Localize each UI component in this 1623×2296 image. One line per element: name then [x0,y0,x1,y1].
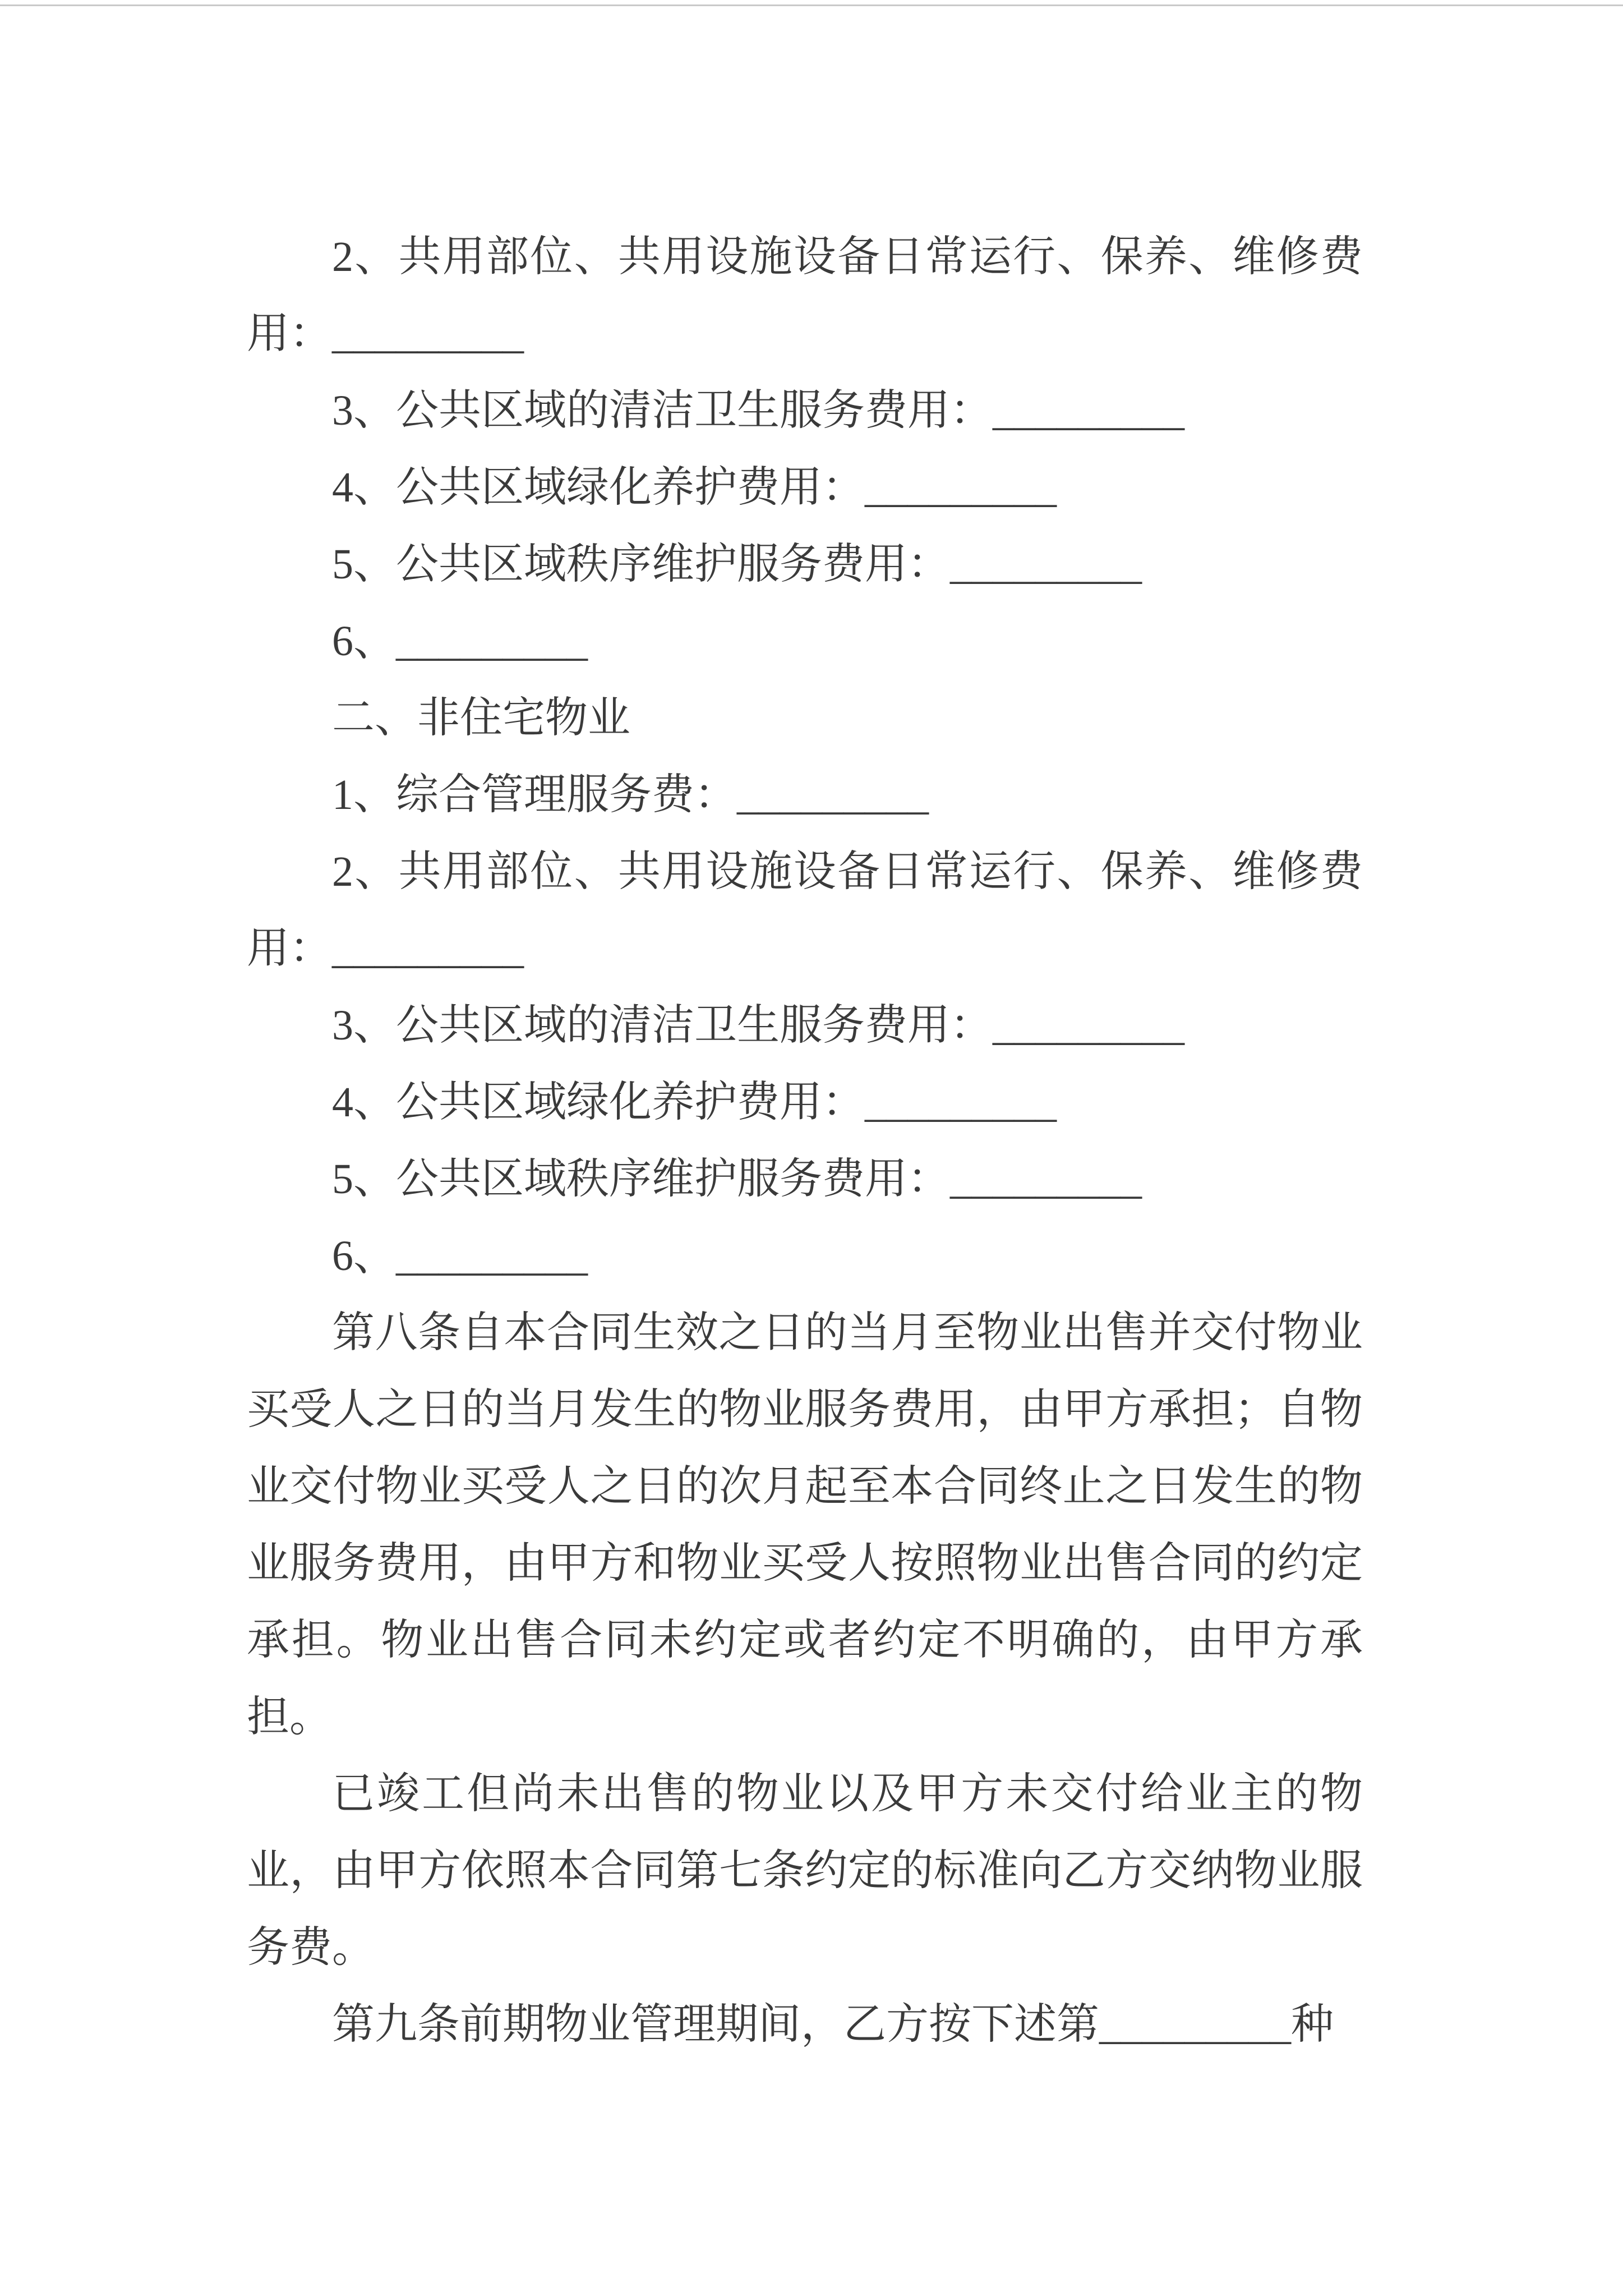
item-3-nonresidential-cleaning-fee: 3、公共区域的清洁卫生服务费用：_________ [332,1002,1184,1049]
page-top-edge-line [0,4,1623,6]
item-6-residential-other: 6、_________ [332,618,588,665]
section-2-non-residential-heading: 二、非住宅物业 [332,694,630,742]
item-2-nonresidential-common-facilities-fee: 2、共用部位、共用设施设备日常运行、保养、维修费用：_________ [247,848,1363,972]
item-6-nonresidential-other: 6、_________ [332,1232,588,1280]
clause-8-unsold-property-paragraph: 已竣工但尚未出售的物业以及甲方未交付给业主的物业，由甲方依照本合同第七条约定的标准向乙方交纳物业服务费。 [247,1770,1363,1971]
clause-8-paragraph: 第八条自本合同生效之日的当月至物业出售并交付物业买受人之日的当月发生的物业服务费用，由甲方承担；自物业交付物业买受人之日的次月起至本合同终止之日发生的物业服务费用，由甲方和物业买受人按照物业出售合同的约定承担。物业出售合同未约定或者约定不明确的，由甲方承担。 [247,1309,1363,1741]
item-1-nonresidential-management-fee: 1、综合管理服务费：_________ [332,771,929,818]
item-3-residential-cleaning-fee: 3、公共区域的清洁卫生服务费用：_________ [332,387,1184,434]
clause-9-paragraph: 第九条前期物业管理期间，乙方按下述第_________种 [332,2001,1334,2048]
item-4-nonresidential-greening-fee: 4、公共区域绿化养护费用：_________ [332,1079,1057,1126]
item-5-residential-security-fee: 5、公共区域秩序维护服务费用：_________ [332,541,1142,588]
item-4-residential-greening-fee: 4、公共区域绿化养护费用：_________ [332,464,1057,511]
item-2-residential-common-facilities-fee: 2、共用部位、共用设施设备日常运行、保养、维修费用：_________ [247,233,1363,357]
item-5-nonresidential-security-fee: 5、公共区域秩序维护服务费用：_________ [332,1156,1142,1203]
